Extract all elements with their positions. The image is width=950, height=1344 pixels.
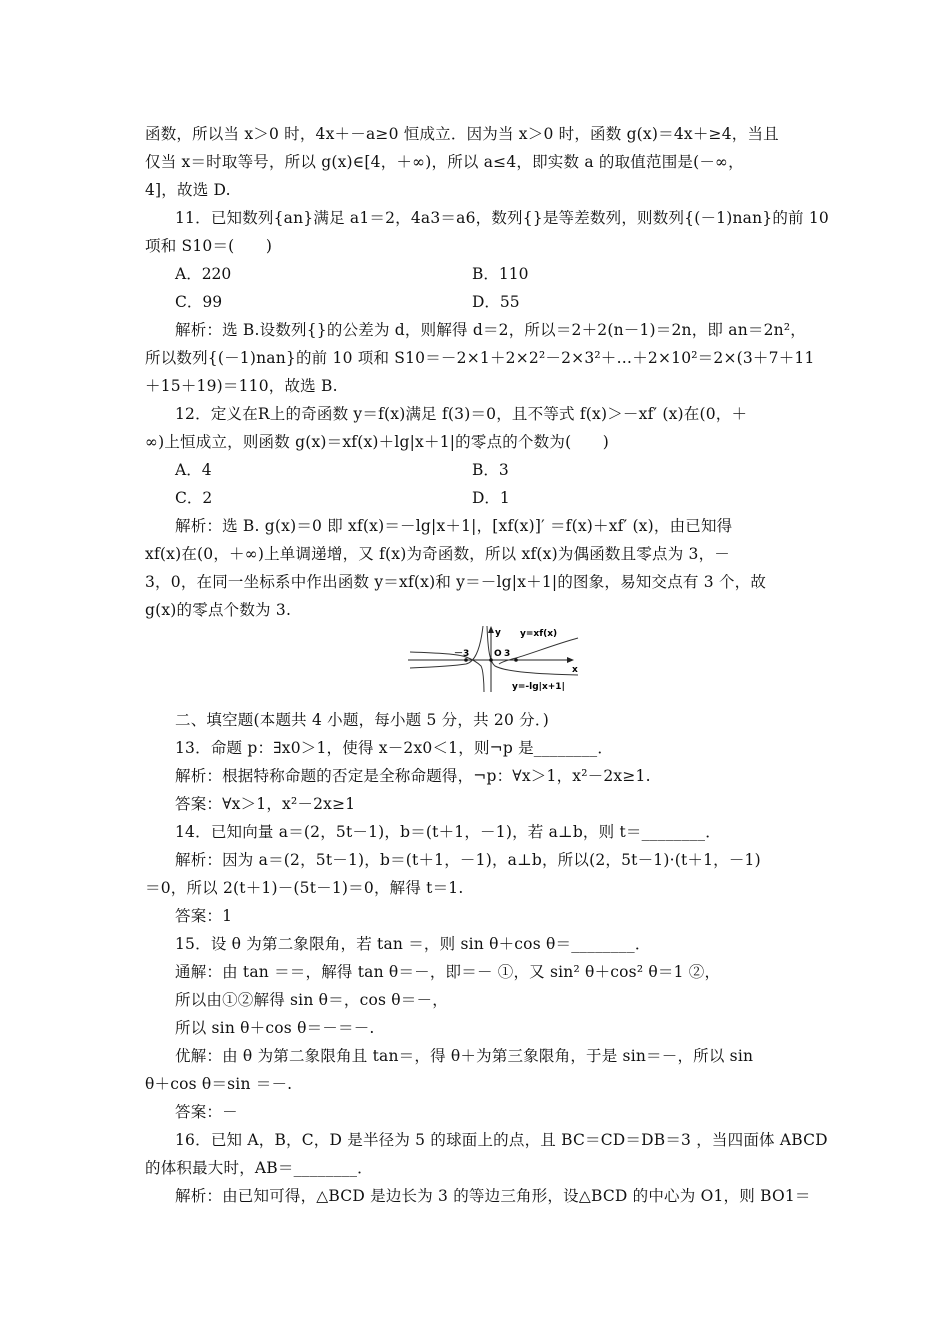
text-line: ∞)上恒成立，则函数 g(x)＝xf(x)＋lg|x＋1|的零点的个数为( ) — [145, 433, 609, 451]
intersection-point — [514, 658, 518, 662]
answer-13: 答案：∀x＞1，x²－2x≥1 — [175, 795, 356, 813]
text-line: 仅当 x＝时取等号，所以 g(x)∈[4，＋∞)，所以 a≤4，即实数 a 的取值范围是(－∞， — [145, 153, 744, 171]
solution-12: 解析：选 B. g(x)＝0 即 xf(x)＝－lg|x＋1|，[xf(x)]′ ＝f(x)＋xf′ (x)，由已知得 — [175, 517, 733, 535]
y-axis-label: y — [495, 628, 501, 638]
text-line: 所以数列{(－1)nan}的前 10 项和 S10＝－2×1＋2×2²－2×3²＋…＋2×10²＝2×(3＋7＋11 — [145, 349, 815, 367]
text-line: ＋15＋19)＝110，故选 B. — [145, 377, 338, 395]
section-heading: 二、填空题(本题共 4 小题，每小题 5 分，共 20 分．) — [175, 711, 550, 729]
text-line: xf(x)在(0，＋∞)上单调递增，又 f(x)为奇函数，所以 xf(x)为偶函数且零点为 3，－ — [145, 545, 731, 563]
text-line: θ＋cos θ＝sin ＝－. — [145, 1075, 293, 1093]
option-d: D．55 — [472, 293, 520, 311]
text-line: 函数，所以当 x＞0 时，4x＋－a≥0 恒成立．因为当 x＞0 时，函数 g(x)＝4x＋≥4，当且 — [145, 125, 779, 143]
origin-label: O — [494, 649, 502, 659]
text-line: ＝0，所以 2(t＋1)－(5t－1)＝0，解得 t＝1. — [145, 879, 464, 897]
question-12: 12．定义在R上的奇函数 y＝f(x)满足 f(3)＝0，且不等式 f(x)＞－xf′ (x)在(0，＋ — [175, 405, 748, 423]
option-a: A．4 — [175, 461, 212, 479]
text-line: g(x)的零点个数为 3. — [145, 601, 292, 619]
x-axis-arrow-icon — [567, 657, 574, 663]
solution-15-general: 通解：由 tan ＝＝，解得 tan θ＝－，即＝－ ①，又 sin² θ＋cos² θ＝1 ②， — [175, 963, 721, 981]
option-c: C．99 — [175, 293, 223, 311]
option-c: C．2 — [175, 489, 213, 507]
answer-15: 答案：－ — [175, 1103, 238, 1121]
question-14: 14．已知向量 a＝(2，5t－1)，b＝(t＋1，－1)，若 a⊥b，则 t＝________． — [175, 823, 721, 841]
solution-15-optimal: 优解：由 θ 为第二象限角且 tan＝，得 θ＋为第三象限角，于是 sin＝－，所以 sin — [175, 1047, 754, 1065]
x-axis-label: x — [572, 665, 578, 675]
function-graph-figure — [408, 622, 580, 694]
option-a: A．220 — [175, 265, 232, 283]
y-axis-arrow-icon — [488, 626, 494, 633]
curve-label-xfx: y=xf(x) — [520, 629, 558, 639]
question-15: 15．设 θ 为第二象限角，若 tan ＝，则 sin θ＋cos θ＝________． — [175, 935, 651, 953]
text-line: 3，0，在同一坐标系中作出函数 y＝xf(x)和 y＝－lg|x＋1|的图象，易知交点有 3 个，故 — [145, 573, 767, 591]
question-13: 13．命题 p：∃x0＞1，使得 x－2x0＜1，则¬p 是________． — [175, 739, 614, 757]
option-b: B．3 — [472, 461, 509, 479]
solution-11: 解析：选 B.设数列{}的公差为 d，则解得 d＝2，所以＝2＋2(n－1)＝2n，即 an＝2n²， — [175, 321, 806, 339]
intersection-point — [489, 658, 493, 662]
solution-16: 解析：由已知可得，△BCD 是边长为 3 的等边三角形，设△BCD 的中心为 O1，则 BO1＝ — [175, 1187, 811, 1205]
text-line: 4]，故选 D. — [145, 181, 231, 199]
curve-xfx-left — [410, 652, 484, 692]
curve-label-neglg: y=-lg|x+1| — [512, 682, 565, 692]
tick-label-neg3: －3 — [454, 649, 470, 659]
question-16: 16．已知 A，B，C，D 是半径为 5 的球面上的点，且 BC＝CD＝DB＝3 ，当四面体 ABCD — [175, 1131, 828, 1149]
text-line: 所以由①②解得 sin θ＝，cos θ＝－， — [175, 991, 448, 1009]
curve-neglg-left — [410, 626, 483, 668]
tick-label-3: 3 — [504, 649, 511, 659]
option-b: B．110 — [472, 265, 529, 283]
text-line: 所以 sin θ＋cos θ＝－＝－. — [175, 1019, 375, 1037]
answer-14: 答案：1 — [175, 907, 233, 925]
text-line: 的体积最大时，AB＝________． — [145, 1159, 373, 1177]
solution-14: 解析：因为 a＝(2，5t－1)，b＝(t＋1，－1)，a⊥b，所以(2，5t－1)·(t＋1，－1) — [175, 851, 761, 869]
solution-13: 解析：根据特称命题的否定是全称命题得，¬p：∀x＞1，x²－2x≥1. — [175, 767, 651, 785]
option-d: D．1 — [472, 489, 510, 507]
text-line: 项和 S10＝( ) — [145, 237, 273, 255]
question-11: 11．已知数列{an}满足 a1＝2，4a3＝a6，数列{}是等差数列，则数列{(－1)nan}的前 10 — [175, 209, 829, 227]
